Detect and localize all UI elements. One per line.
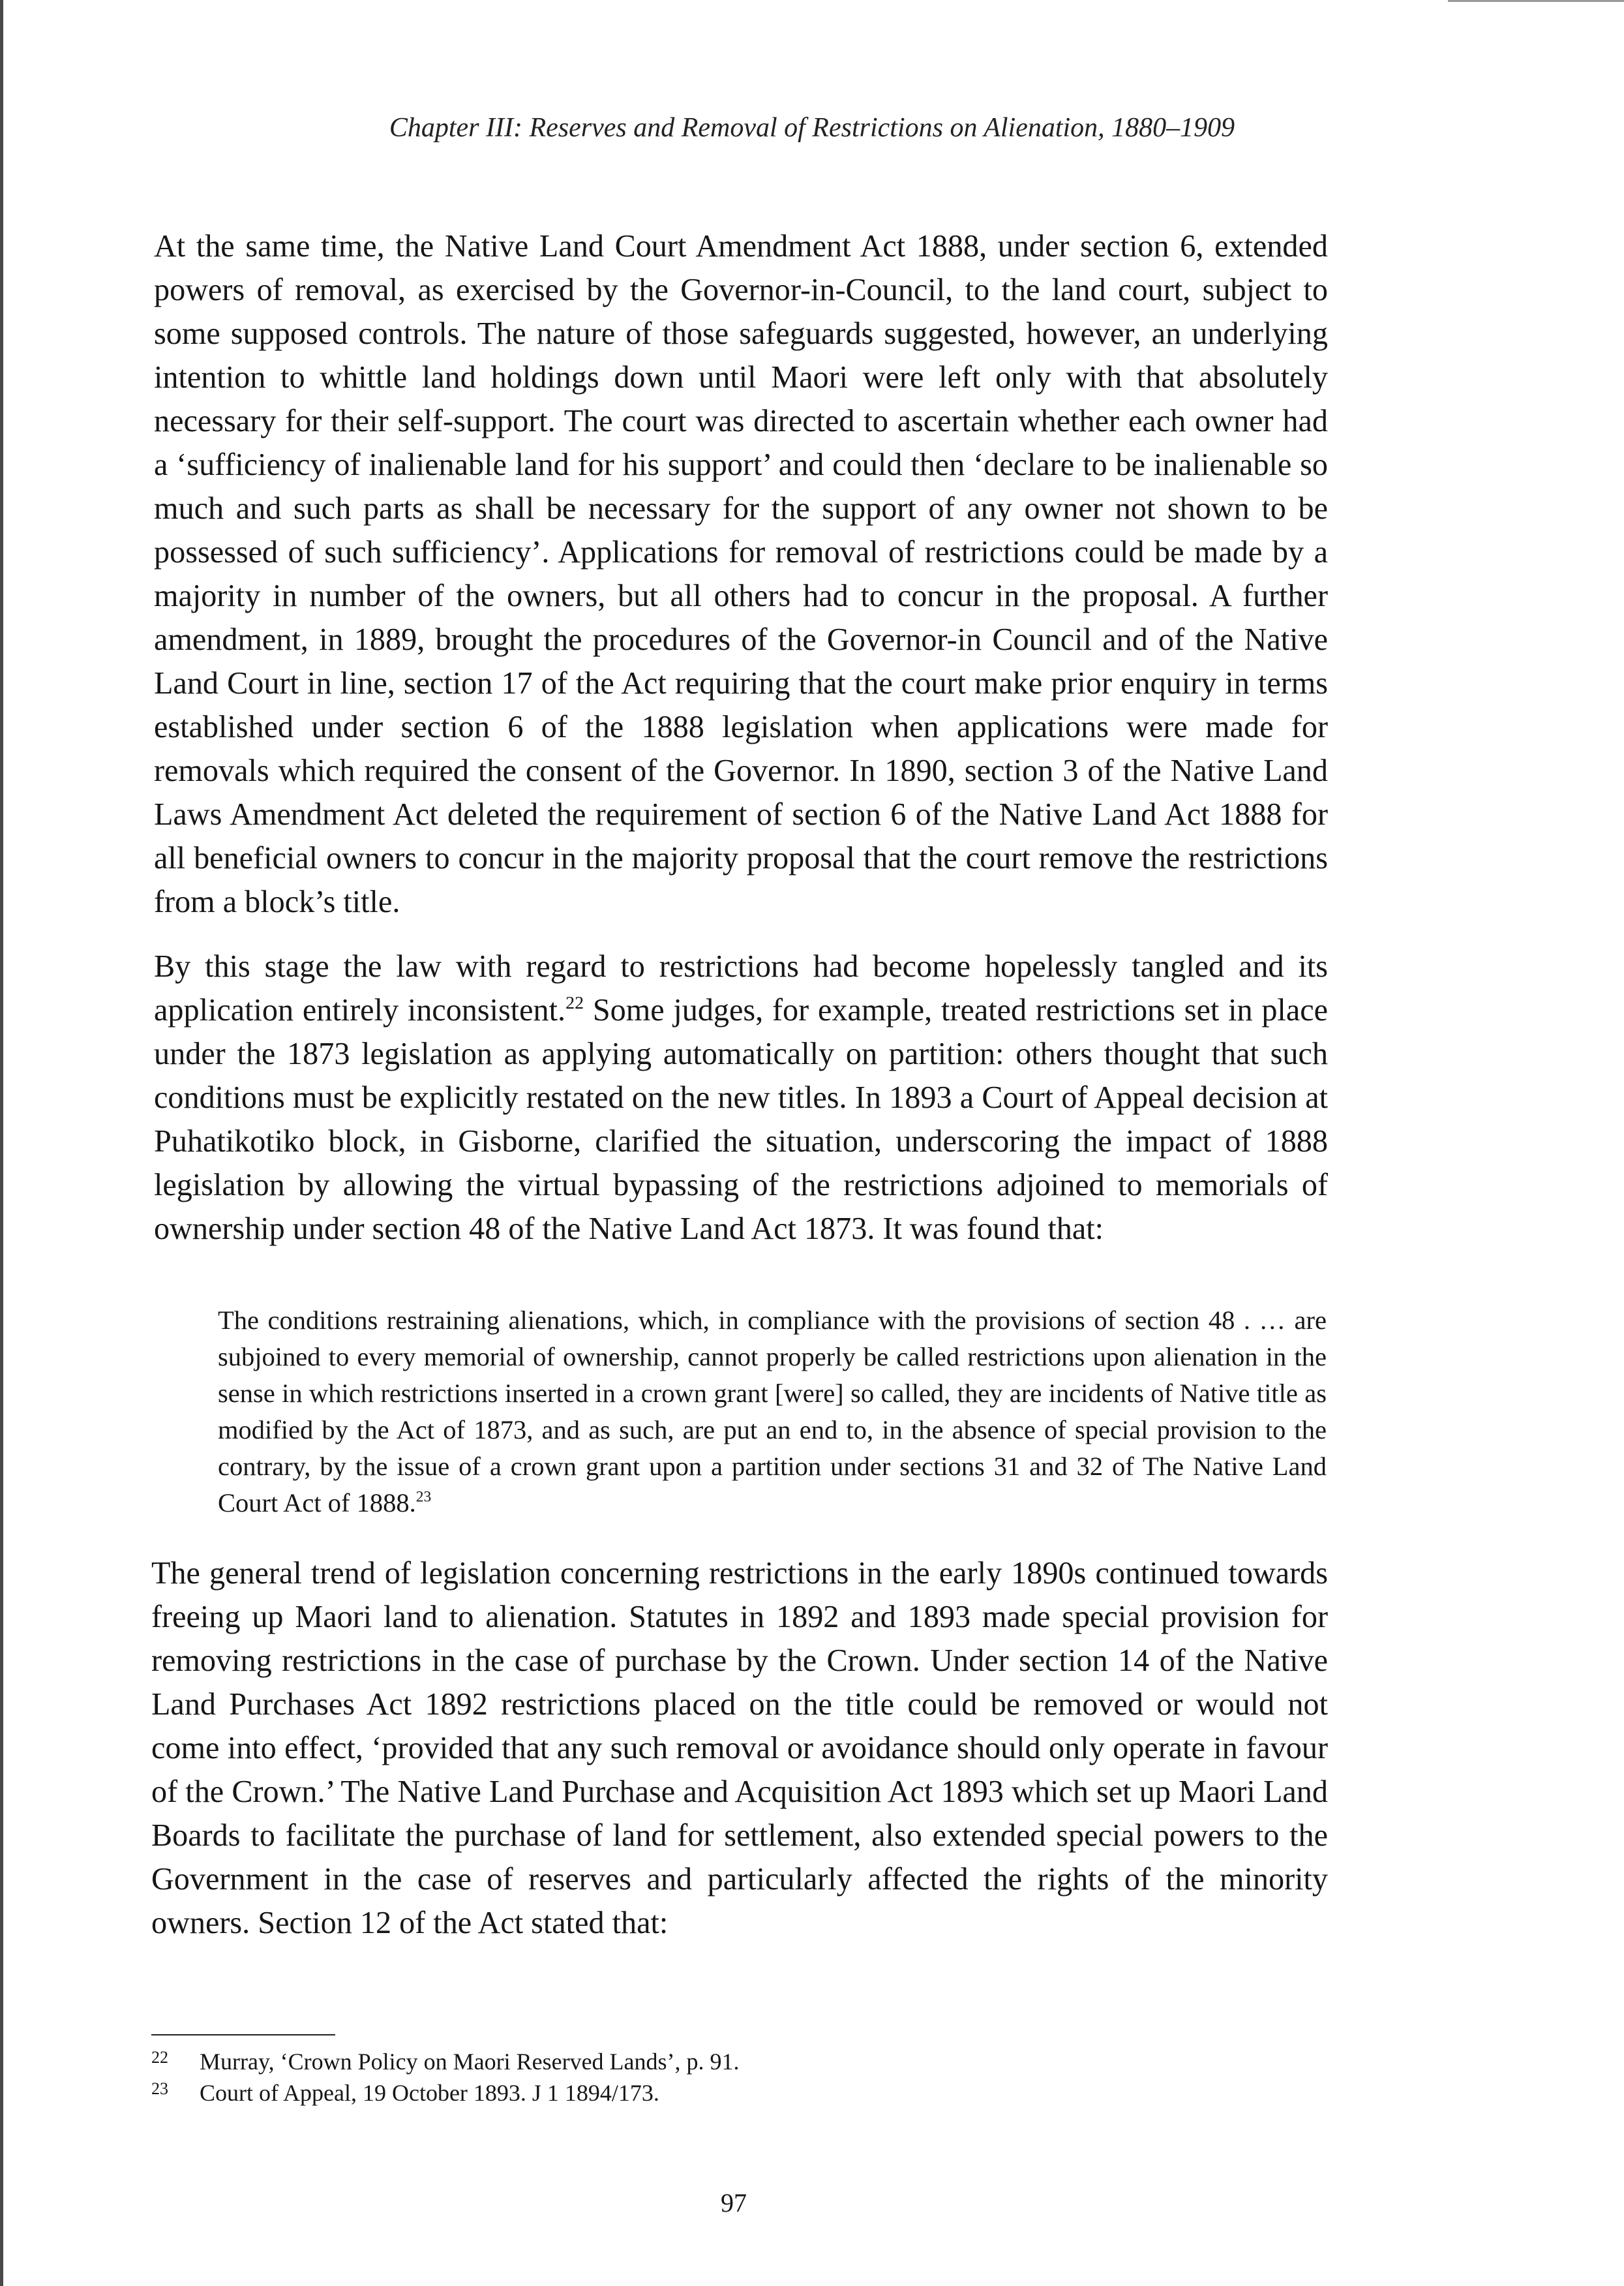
footnote-number: 22 [151, 2048, 168, 2067]
paragraph-2-text-b: Some judges, for example, treated restrictions set in place under the 1873 legislation as applying automatically on partition: others thought that such conditions must be explicitly restated on the new titles. In 1893 a Court of Appeal decision at Puhatikotiko block, in Gisborne, clarified the situation, underscoring the impact of 1888 legislation by allowing the virtual bypassing of the restrictions adjoined to memorials of ownership under section 48 of the Native Land Act 1873. It was found that: [154, 993, 1328, 1246]
scan-edge-top [1448, 0, 1624, 2]
page-number: 97 [721, 2188, 747, 2217]
footnote-number: 23 [151, 2079, 168, 2098]
block-quote-text: The conditions restraining alienations, which, in compliance with the provisions of section 48 . … are subjoined to every memorial of ownership, cannot properly be called restrictions upon alienation in the sense in which restrictions inserted in a crown grant [were] so called, they are incidents of Native title as modified by the Act of 1873, and as such, are put an end to, in the absence of special provision to the contrary, by the issue of a crown grant upon a partition under sections 31 and 32 of The Native Land Court Act of 1888. [218, 1305, 1327, 1517]
footnote-divider [151, 2034, 335, 2035]
footnotes [151, 2047, 1195, 2110]
block-quote [218, 1302, 1327, 1521]
footnote-22 [151, 2047, 1195, 2079]
paragraph-1: At the same time, the Native Land Court Amendment Act 1888, under section 6, extended powers of removal, as exercised by the Governor-in-Council, to the land court, subject to some supposed controls. The nature of those safeguards suggested, however, an underlying intention to whittle land holdings down until Maori were left only with that absolutely necessary for their self-support. The court was directed to ascertain whether each owner had a ‘sufficiency of inalienable land for his support’ and could then ‘declare to be inalienable so much and such parts as shall be necessary for the support of any owner not shown to be possessed of such sufficiency’. Applications for removal of restrictions could be made by a majority in number of the owners, but all others had to concur in the proposal. A further amendment, in 1889, brought the procedures of the Governor-in Council and of the Native Land Court in line, section 17 of the Act requiring that the court make prior enquiry in terms established under section 6 of the 1888 legislation when applications were made for removals which required the consent of the Governor. In 1890, section 3 of the Native Land Laws Amendment Act deleted the requirement of section 6 of the Native Land Act 1888 for all beneficial owners to concur in the majority proposal that the court remove the restrictions from a block’s title. [154, 229, 1328, 919]
running-head: Chapter III: Reserves and Removal of Restrictions on Alienation, 1880–1909 [389, 113, 1235, 143]
footnote-text: Murray, ‘Crown Policy on Maori Reserved Lands’, p. 91. [200, 2049, 740, 2075]
footnote-text: Court of Appeal, 19 October 1893. J 1 1894/173. [200, 2080, 659, 2106]
paragraph-2-text-a: By this stage the law with regard to restrictions had become hopelessly tangled and its application entirely inconsistent. [154, 949, 1328, 1028]
footnote-23 [151, 2079, 1195, 2110]
footnote-ref-23[interactable]: 23 [415, 1488, 432, 1506]
paragraph-2 [154, 945, 1328, 1251]
footnote-ref-22[interactable]: 22 [565, 992, 584, 1013]
scan-edge-left [0, 0, 3, 2286]
paragraph-3: The general trend of legislation concerning restrictions in the early 1890s continued towards freeing up Maori land to alienation. Statutes in 1892 and 1893 made special provision for removing restrictions in the case of purchase by the Crown. Under section 14 of the Native Land Purchases Act 1892 restrictions placed on the title could be removed or would not come into effect, ‘provided that any such removal or avoidance should only operate in favour of the Crown.’ The Native Land Purchase and Acquisition Act 1893 which set up Maori Land Boards to facilitate the purchase of land for settlement, also extended special powers to the Government in the case of reserves and particularly affected the rights of the minority owners. Section 12 of the Act stated that: [151, 1556, 1328, 1940]
